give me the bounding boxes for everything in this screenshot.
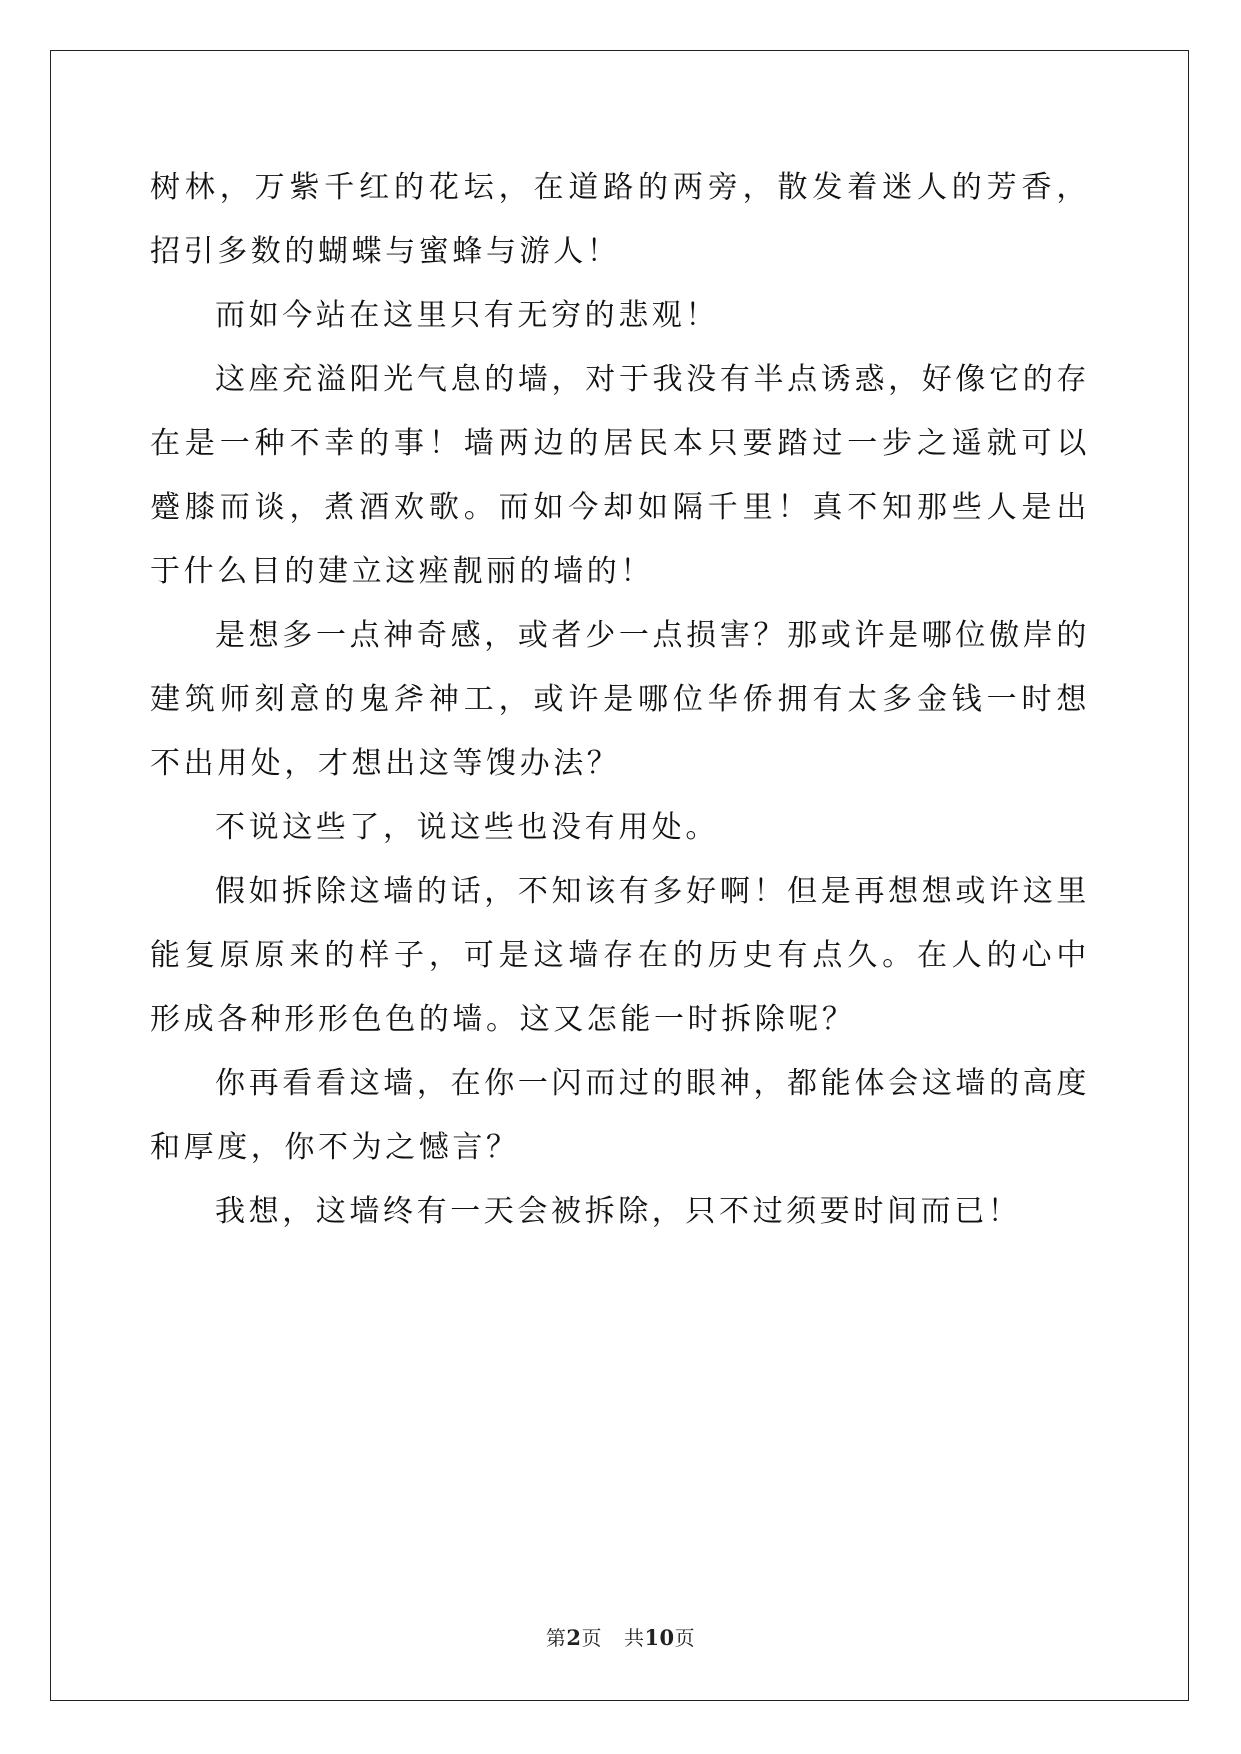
page-label-suffix: 页 xyxy=(581,1626,602,1650)
paragraph-1: 树林，万紫千红的花坛，在道路的两旁，散发着迷人的芳香，招引多数的蝴蝶与蜜蜂与游人！ xyxy=(150,170,1090,269)
paragraph-3: 这座充溢阳光气息的墙，对于我没有半点诱惑，好像它的存在是一种不幸的事！墙两边的居民本只要踏过一步之遥就可以蹙膝而谈，煮酒欢歌。而如今却如隔千里！真不知那些人是出于什么目的建立这痤靓丽的墙的！ xyxy=(150,362,1090,589)
page-footer xyxy=(0,1622,1241,1651)
current-page-number: 2 xyxy=(566,1625,582,1650)
paragraph-8: 我想，这墙终有一天会被拆除，只不过须要时间而已！ xyxy=(215,1194,1022,1229)
total-label-suffix: 页 xyxy=(674,1626,696,1650)
page-label-prefix: 第 xyxy=(545,1626,567,1650)
total-page-count: 10 xyxy=(644,1625,675,1650)
paragraph-6: 假如拆除这墙的话，不知该有多好啊！但是再想想或许这里能复原原来的样子，可是这墙存在的历史有点久。在人的心中形成各种形形色色的墙。这又怎能一时拆除呢？ xyxy=(150,874,1090,1037)
document-body xyxy=(150,156,1090,1244)
paragraph-2: 而如今站在这里只有无穷的悲观！ xyxy=(215,298,719,333)
paragraph-7: 你再看看这墙，在你一闪而过的眼神，都能体会这墙的高度和厚度，你不为之憾言？ xyxy=(150,1066,1090,1165)
total-label-prefix: 共 xyxy=(623,1626,645,1650)
paragraph-5: 不说这些了，说这些也没有用处。 xyxy=(215,810,719,845)
paragraph-4: 是想多一点神奇感，或者少一点损害？那或许是哪位傲岸的建筑师刻意的鬼斧神工，或许是哪位华侨拥有太多金钱一时想不出用处，才想出这等馊办法？ xyxy=(150,618,1090,781)
